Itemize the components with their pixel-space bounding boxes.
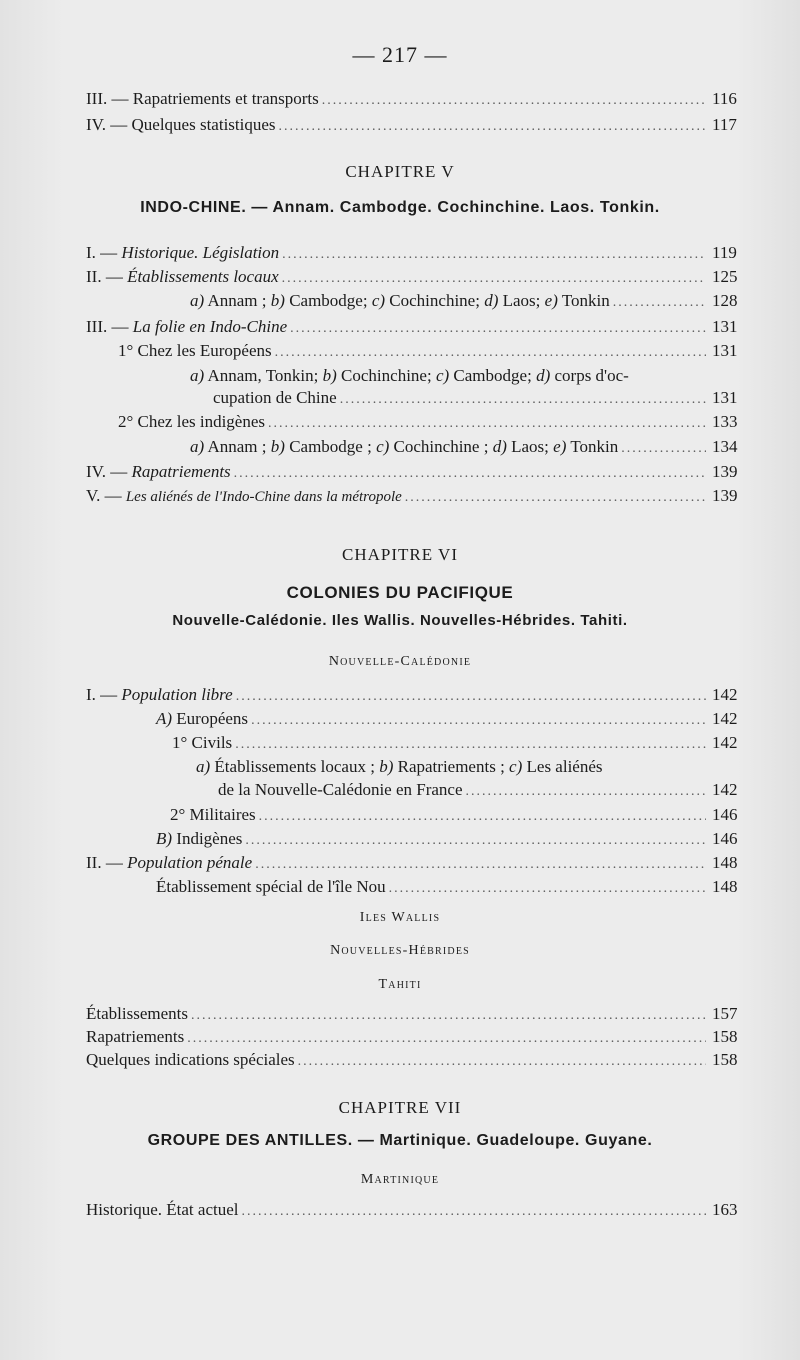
- toc-entry: Quelques indications spéciales ..... 158: [86, 1049, 736, 1073]
- page-number: — 217 —: [352, 42, 448, 67]
- toc-entry: IV. — Quelques statistiques ..... 117: [86, 114, 736, 138]
- chapter-subsubtitle: Nouvelle-Calédonie. Iles Wallis. Nouvelles-Hébrides. Tahiti.: [172, 612, 628, 629]
- section-heading: Tahiti: [378, 977, 422, 992]
- page-ref: 146: [712, 805, 738, 824]
- toc-entry: Historique. État actuel ..... 163: [86, 1199, 736, 1223]
- section-heading: Nouvelle-Calédonie: [328, 654, 472, 669]
- toc-entry: II. — Population pénale ..... 148: [86, 852, 736, 876]
- page-ref: 158: [712, 1050, 738, 1069]
- page-ref: 134: [712, 437, 738, 456]
- leader-dots: [389, 878, 706, 900]
- leader-dots: [340, 389, 706, 411]
- page-ref: 148: [712, 877, 738, 896]
- leader-dots: [322, 90, 706, 112]
- page-ref: 131: [712, 388, 738, 407]
- leader-dots: [251, 710, 706, 732]
- leader-dots: [241, 1201, 706, 1223]
- chapter-subtitle: GROUPE DES ANTILLES. — Martinique. Guadeloupe. Guyane.: [147, 1132, 653, 1149]
- toc-entry: II. — Établissements locaux ..... 125: [86, 266, 736, 290]
- toc-entry: de la Nouvelle-Calédonie en France ..... 142: [218, 779, 736, 803]
- toc-entry: Rapatriements ..... 158: [86, 1026, 736, 1050]
- page-ref: 142: [712, 685, 738, 704]
- page-ref: 142: [712, 733, 738, 752]
- page-ref: 125: [712, 267, 738, 286]
- leader-dots: [191, 1005, 706, 1027]
- page-ref: 128: [712, 291, 738, 310]
- section-heading: Nouvelles-Hébrides: [330, 943, 470, 958]
- page-ref: 146: [712, 829, 738, 848]
- toc-entry-text: a) Annam, Tonkin; b) Cochinchine; c) Cambodge; d) corps d'oc-: [190, 366, 629, 385]
- page-ref: 131: [712, 341, 738, 360]
- page-ref: 133: [712, 412, 738, 431]
- page-ref: 148: [712, 853, 738, 872]
- page-ref: 157: [712, 1004, 738, 1023]
- leader-dots: [282, 244, 706, 266]
- toc-entry: 2° Chez les indigènes ..... 133: [118, 411, 736, 435]
- leader-dots: [405, 487, 706, 509]
- leader-dots: [236, 686, 706, 708]
- toc-entry: cupation de Chine ..... 131: [213, 387, 736, 411]
- toc-entry: III. — Rapatriements et transports ..... 116: [86, 88, 736, 112]
- page-ref: 142: [712, 780, 738, 799]
- leader-dots: [234, 463, 706, 485]
- chapter-subtitle: INDO-CHINE. — Annam. Cambodge. Cochinchine. Laos. Tonkin.: [140, 199, 660, 216]
- leader-dots: [279, 116, 706, 138]
- leader-dots: [235, 734, 706, 756]
- toc-entry: a) Annam ; b) Cambodge; c) Cochinchine; d) Laos; e) Tonkin ..... 128: [190, 290, 736, 314]
- toc-entry: 1° Civils ..... 142: [172, 732, 736, 756]
- page-ref: 139: [712, 462, 738, 481]
- section-heading: Martinique: [360, 1172, 440, 1187]
- chapter-subtitle: COLONIES DU PACIFIQUE: [286, 583, 514, 602]
- leader-dots: [255, 854, 706, 876]
- toc-entry: a) Annam ; b) Cambodge ; c) Cochinchine ; d) Laos; e) Tonkin ..... 134: [190, 436, 736, 460]
- page-ref: 119: [712, 243, 737, 262]
- chapter-title: CHAPITRE VII: [338, 1098, 462, 1117]
- toc-entry: I. — Historique. Législation ..... 119: [86, 242, 736, 266]
- page-ref: 158: [712, 1027, 738, 1046]
- toc-entry-text: a) Établissements locaux ; b) Rapatriements ; c) Les aliénés: [196, 757, 603, 776]
- leader-dots: [613, 292, 706, 314]
- section-heading: Iles Wallis: [359, 910, 441, 925]
- leader-dots: [187, 1028, 706, 1050]
- chapter-title: CHAPITRE VI: [342, 545, 458, 564]
- toc-entry: A) Européens ..... 142: [156, 708, 736, 732]
- leader-dots: [259, 806, 706, 828]
- page-ref: 116: [712, 89, 737, 108]
- leader-dots: [290, 318, 706, 340]
- toc-entry: B) Indigènes ..... 146: [156, 828, 736, 852]
- toc-entry: IV. — Rapatriements ..... 139: [86, 461, 736, 485]
- page-ref: 117: [712, 115, 737, 134]
- page-ref: 142: [712, 709, 738, 728]
- toc-entry: I. — Population libre ..... 142: [86, 684, 736, 708]
- page-ref: 163: [712, 1200, 738, 1219]
- toc-entry: III. — La folie en Indo-Chine ..... 131: [86, 316, 736, 340]
- toc-entry: V. — Les aliénés de l'Indo-Chine dans la métropole ..... 139: [86, 485, 736, 509]
- leader-dots: [275, 342, 706, 364]
- toc-entry: 2° Militaires ..... 146: [170, 804, 736, 828]
- leader-dots: [282, 268, 706, 290]
- page-ref: 131: [712, 317, 738, 336]
- leader-dots: [466, 781, 706, 803]
- page-ref: 139: [712, 486, 738, 505]
- leader-dots: [621, 438, 706, 460]
- toc-entry: Établissements ..... 157: [86, 1003, 736, 1027]
- leader-dots: [298, 1051, 706, 1073]
- leader-dots: [245, 830, 706, 852]
- toc-entry: Établissement spécial de l'île Nou ..... 148: [156, 876, 736, 900]
- chapter-title: CHAPITRE V: [345, 162, 455, 181]
- leader-dots: [268, 413, 706, 435]
- toc-entry: 1° Chez les Européens ..... 131: [118, 340, 736, 364]
